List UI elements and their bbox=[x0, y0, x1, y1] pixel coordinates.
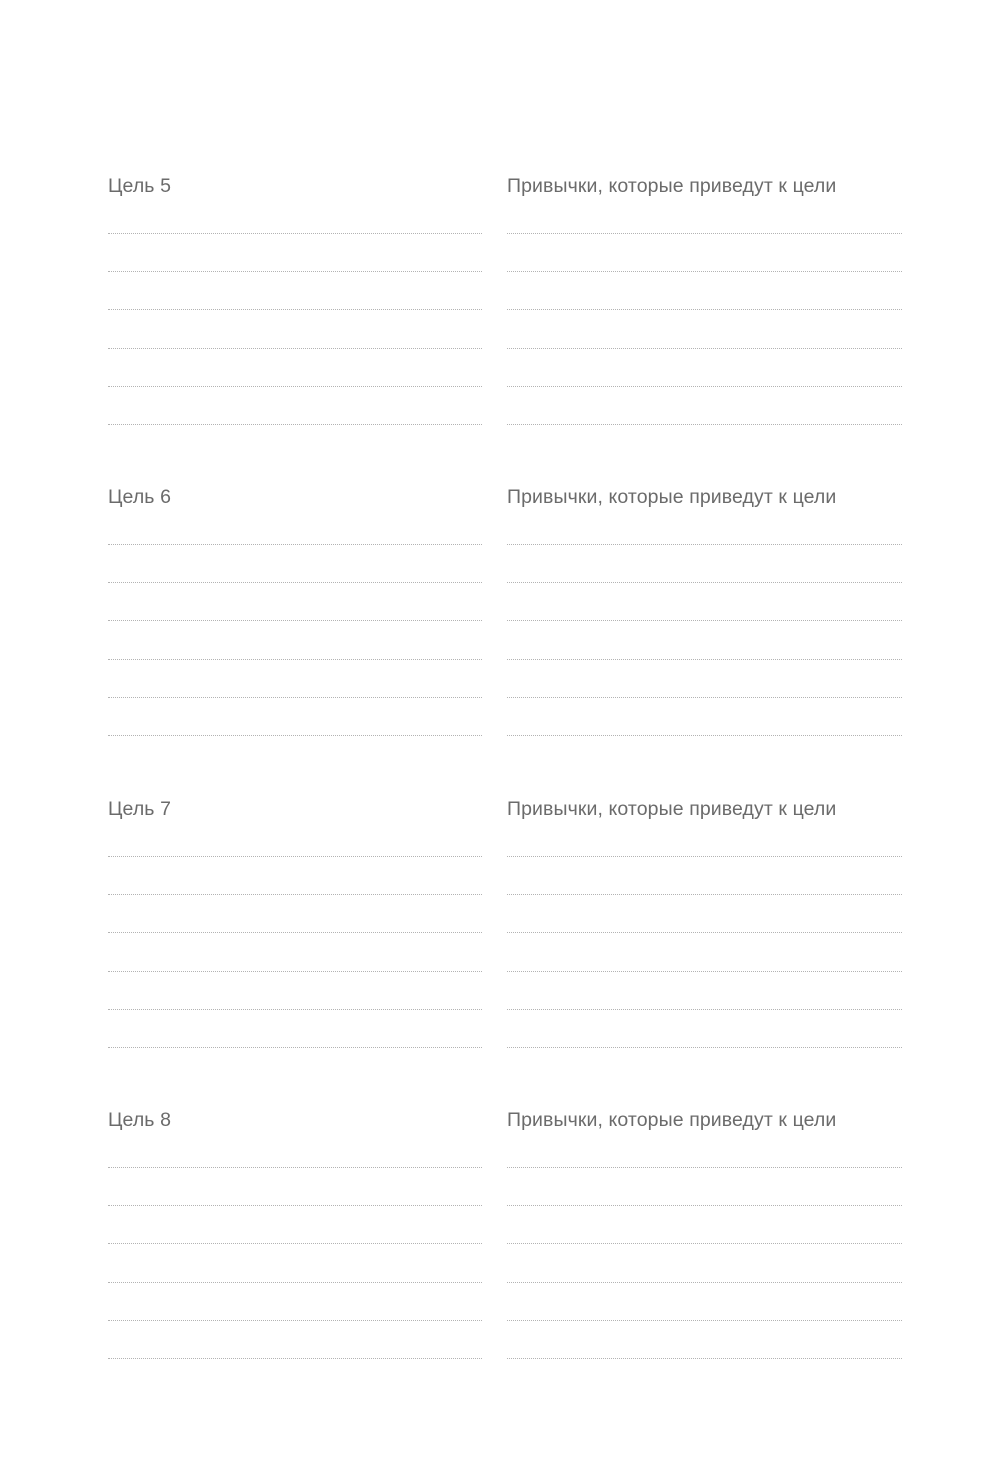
habits-write-line[interactable] bbox=[507, 348, 902, 349]
goal-section-6 bbox=[108, 485, 902, 745]
habits-write-line[interactable] bbox=[507, 735, 902, 736]
goal-write-line[interactable] bbox=[108, 1009, 482, 1010]
habits-write-line[interactable] bbox=[507, 1243, 902, 1244]
goal-heading: Цель 6 bbox=[108, 486, 172, 508]
habits-heading: Привычки, которые приведут к цели bbox=[507, 798, 837, 820]
habits-write-line[interactable] bbox=[507, 424, 902, 425]
goal-write-line[interactable] bbox=[108, 1282, 482, 1283]
habits-write-line[interactable] bbox=[507, 386, 902, 387]
goal-write-line[interactable] bbox=[108, 233, 482, 234]
habits-write-line[interactable] bbox=[507, 582, 902, 583]
habits-write-line[interactable] bbox=[507, 1358, 902, 1359]
goal-write-line[interactable] bbox=[108, 582, 482, 583]
goal-write-line[interactable] bbox=[108, 309, 482, 310]
goal-write-line[interactable] bbox=[108, 1320, 482, 1321]
goal-section-8 bbox=[108, 1108, 902, 1368]
goal-write-line[interactable] bbox=[108, 544, 482, 545]
goal-write-line[interactable] bbox=[108, 424, 482, 425]
goal-write-line[interactable] bbox=[108, 1243, 482, 1244]
habits-write-line[interactable] bbox=[507, 971, 902, 972]
habits-write-line[interactable] bbox=[507, 856, 902, 857]
goal-write-line[interactable] bbox=[108, 697, 482, 698]
goal-heading: Цель 7 bbox=[108, 798, 172, 820]
habits-write-line[interactable] bbox=[507, 1282, 902, 1283]
habits-write-line[interactable] bbox=[507, 544, 902, 545]
habits-write-line[interactable] bbox=[507, 620, 902, 621]
goal-write-line[interactable] bbox=[108, 856, 482, 857]
habits-write-line[interactable] bbox=[507, 271, 902, 272]
goal-write-line[interactable] bbox=[108, 894, 482, 895]
goal-write-line[interactable] bbox=[108, 386, 482, 387]
goal-write-line[interactable] bbox=[108, 932, 482, 933]
habits-write-line[interactable] bbox=[507, 659, 902, 660]
goal-section-5 bbox=[108, 174, 902, 434]
habits-write-line[interactable] bbox=[507, 1167, 902, 1168]
habits-write-line[interactable] bbox=[507, 932, 902, 933]
goal-write-line[interactable] bbox=[108, 271, 482, 272]
goal-heading: Цель 8 bbox=[108, 1109, 172, 1131]
habits-write-line[interactable] bbox=[507, 1320, 902, 1321]
habits-write-line[interactable] bbox=[507, 1205, 902, 1206]
habits-write-line[interactable] bbox=[507, 233, 902, 234]
goal-write-line[interactable] bbox=[108, 348, 482, 349]
goal-write-line[interactable] bbox=[108, 735, 482, 736]
habits-heading: Привычки, которые приведут к цели bbox=[507, 486, 837, 508]
goal-write-line[interactable] bbox=[108, 659, 482, 660]
habits-write-line[interactable] bbox=[507, 1009, 902, 1010]
habits-heading: Привычки, которые приведут к цели bbox=[507, 175, 837, 197]
habits-write-line[interactable] bbox=[507, 697, 902, 698]
goal-write-line[interactable] bbox=[108, 1167, 482, 1168]
habits-write-line[interactable] bbox=[507, 309, 902, 310]
habits-write-line[interactable] bbox=[507, 894, 902, 895]
habits-write-line[interactable] bbox=[507, 1047, 902, 1048]
habits-heading: Привычки, которые приведут к цели bbox=[507, 1109, 837, 1131]
goal-write-line[interactable] bbox=[108, 620, 482, 621]
goal-write-line[interactable] bbox=[108, 1358, 482, 1359]
goal-heading: Цель 5 bbox=[108, 175, 172, 197]
goal-write-line[interactable] bbox=[108, 1205, 482, 1206]
goal-section-7 bbox=[108, 797, 902, 1057]
goal-write-line[interactable] bbox=[108, 971, 482, 972]
goal-write-line[interactable] bbox=[108, 1047, 482, 1048]
